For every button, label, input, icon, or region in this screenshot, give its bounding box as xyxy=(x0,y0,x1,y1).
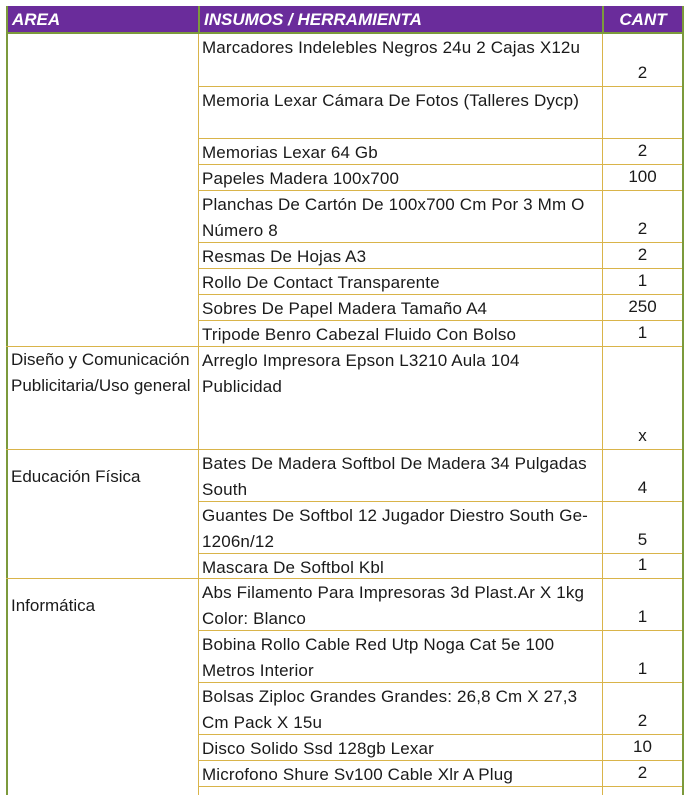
table-row xyxy=(199,34,682,87)
area-diseno: Diseño y Comunicación Publicitaria/Uso general xyxy=(11,350,191,395)
item-quantity: 5 xyxy=(637,530,648,549)
item-quantity: 2 xyxy=(637,141,648,160)
item-description: Planchas De Cartón De 100x700 Cm Por 3 Mm O Número 8 xyxy=(202,195,585,240)
header-area: AREA xyxy=(8,6,198,32)
item-description: Memoria Lexar Cámara De Fotos (Talleres Dycp) xyxy=(202,91,580,110)
item-quantity: x xyxy=(638,426,647,445)
item-quantity: 1 xyxy=(637,555,648,574)
table-row xyxy=(199,683,682,735)
table-row xyxy=(199,165,682,191)
item-quantity: 4 xyxy=(637,478,648,497)
item-description: Arreglo Impresora Epson L3210 Aula 104 Publicidad xyxy=(202,351,520,396)
item-description: Resmas De Hojas A3 xyxy=(202,247,367,266)
table-row xyxy=(199,139,682,165)
table-row xyxy=(199,347,682,450)
header-cant: CANT xyxy=(602,6,682,32)
table-row xyxy=(199,269,682,295)
item-quantity: 10 xyxy=(633,737,652,756)
item-description: Rollo De Contact Transparente xyxy=(202,273,440,292)
item-description: Bates De Madera Softbol De Madera 34 Pulgadas South xyxy=(202,454,587,499)
item-description: Sobres De Papel Madera Tamaño A4 xyxy=(202,299,488,318)
item-description: Papeles Madera 100x700 xyxy=(202,169,400,188)
item-quantity: 1 xyxy=(637,323,648,342)
item-quantity: 2 xyxy=(637,63,648,82)
table-row xyxy=(199,295,682,321)
table-row xyxy=(199,87,682,139)
item-description: Disco Solido Ssd 128gb Lexar xyxy=(202,739,434,758)
item-description: Marcadores Indelebles Negros 24u 2 Cajas X12u xyxy=(202,38,581,57)
item-description: Bobina Rollo Cable Red Utp Noga Cat 5e 100 Metros Interior xyxy=(202,635,555,680)
table-row xyxy=(199,321,682,347)
item-quantity: 250 xyxy=(628,297,657,316)
area-educacion-fisica: Educación Física xyxy=(11,467,141,486)
item-quantity: 1 xyxy=(637,607,648,626)
header-insumos: INSUMOS / HERRAMIENTA xyxy=(198,6,602,32)
item-quantity: 1 xyxy=(637,659,648,678)
table-row xyxy=(199,579,682,631)
item-description: Microfono Shure Sv100 Cable Xlr A Plug xyxy=(202,765,513,784)
area-informatica: Informática xyxy=(11,596,96,615)
area-divider xyxy=(6,449,199,450)
item-description: Tripode Benro Cabezal Fluido Con Bolso xyxy=(202,325,517,344)
table-row xyxy=(199,450,682,502)
table-row xyxy=(199,243,682,269)
table-row xyxy=(199,191,682,243)
item-description: Mascara De Softbol Kbl xyxy=(202,558,384,577)
item-description: Guantes De Softbol 12 Jugador Diestro South Ge-1206n/12 xyxy=(202,506,588,551)
item-quantity: 2 xyxy=(637,219,648,238)
table-right-border xyxy=(682,6,684,795)
supplies-table xyxy=(6,6,684,795)
area-divider xyxy=(6,346,199,347)
table-left-border xyxy=(6,6,8,795)
table-row xyxy=(199,631,682,683)
table-row xyxy=(199,735,682,761)
item-quantity: 2 xyxy=(637,763,648,782)
item-description: Memorias Lexar 64 Gb xyxy=(202,143,378,162)
table-row xyxy=(199,502,682,554)
item-quantity: 2 xyxy=(637,711,648,730)
item-description: Bolsas Ziploc Grandes Grandes: 26,8 Cm X 27,3 Cm Pack X 15u xyxy=(202,687,578,732)
item-quantity: 2 xyxy=(637,245,648,264)
table-row xyxy=(199,554,682,579)
item-description: Abs Filamento Para Impresoras 3d Plast.Ar X 1kg Color: Blanco xyxy=(202,583,585,628)
area-divider xyxy=(6,578,199,579)
item-quantity: 100 xyxy=(628,167,657,186)
item-quantity: 1 xyxy=(637,271,648,290)
table-row xyxy=(199,761,682,787)
